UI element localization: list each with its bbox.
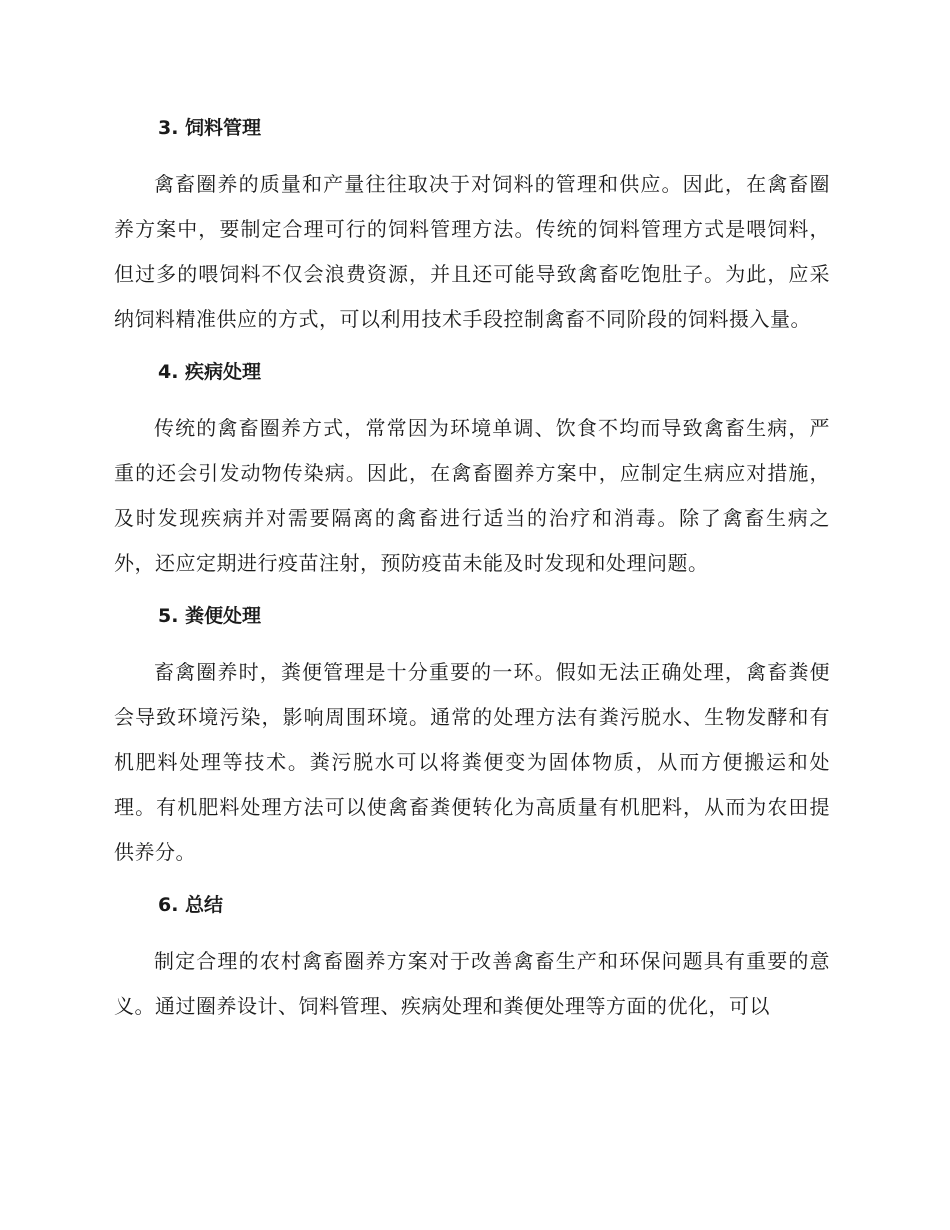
section-body-summary: 制定合理的农村禽畜圈养方案对于改善禽畜生产和环保问题具有重要的意义。通过圈养设计、饲料管理、疾病处理和粪便处理等方面的优化，可以 xyxy=(114,949,830,1018)
section-heading-summary: 6. 总结 xyxy=(158,894,224,916)
section-body-disease-handling: 传统的禽畜圈养方式，常常因为环境单调、饮食不均而导致禽畜生病，严重的还会引发动物传染病。因此，在禽畜圈养方案中，应制定生病应对措施，及时发现疾病并对需要隔离的禽畜进行适当的治疗和消毒。除了禽畜生病之外，还应定期进行疫苗注射，预防疫苗未能及时发现和处理问题。 xyxy=(114,416,830,575)
section-body-manure-handling: 畜禽圈养时，粪便管理是十分重要的一环。假如无法正确处理，禽畜粪便会导致环境污染，影响周围环境。通常的处理方法有粪污脱水、生物发酵和有机肥料处理等技术。粪污脱水可以将粪便变为固体物质，从而方便搬运和处理。有机肥料处理方法可以使禽畜粪便转化为高质量有机肥料，从而为农田提供养分。 xyxy=(114,660,830,864)
section-heading-disease-handling: 4. 疾病处理 xyxy=(158,361,262,383)
section-heading-manure-handling: 5. 粪便处理 xyxy=(158,605,262,627)
section-body-feed-management: 禽畜圈养的质量和产量往往取决于对饲料的管理和供应。因此，在禽畜圈养方案中，要制定合理可行的饲料管理方法。传统的饲料管理方式是喂饲料，但过多的喂饲料不仅会浪费资源，并且还可能导致禽畜吃饱肚子。为此，应采纳饲料精准供应的方式，可以利用技术手段控制禽畜不同阶段的饲料摄入量。 xyxy=(114,172,830,331)
section-heading-feed-management: 3. 饲料管理 xyxy=(158,117,262,139)
